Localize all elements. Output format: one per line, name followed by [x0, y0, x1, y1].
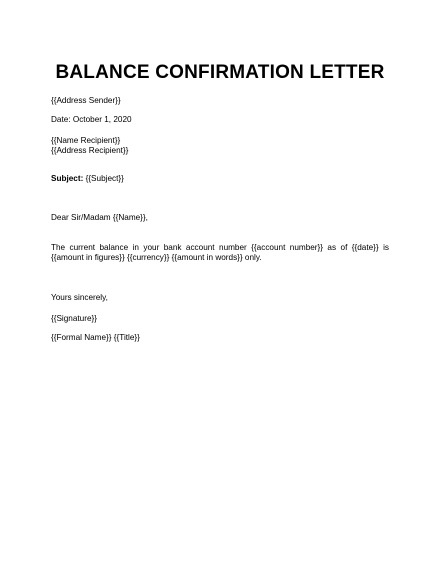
address-recipient: {{Address Recipient}}: [51, 146, 129, 155]
name-recipient: {{Name Recipient}}: [51, 136, 121, 145]
signature: {{Signature}}: [51, 314, 97, 323]
date-line: Date: October 1, 2020: [51, 115, 132, 124]
subject-line: [51, 174, 124, 184]
letter-title: BALANCE CONFIRMATION LETTER: [55, 62, 385, 83]
subject-label: Subject:: [51, 174, 84, 183]
salutation: Dear Sir/Madam {{Name}},: [51, 213, 148, 222]
address-sender: {{Address Sender}}: [51, 96, 121, 105]
closing: Yours sincerely,: [51, 293, 108, 302]
body-paragraph: The current balance in your bank account number {{account number}} as of {{date}} is {{amount in figures}} {{currency}} {{amount in words}} only.: [51, 243, 389, 262]
formal-name-title: {{Formal Name}} {{Title}}: [51, 333, 140, 342]
subject-value: {{Subject}}: [83, 174, 124, 183]
